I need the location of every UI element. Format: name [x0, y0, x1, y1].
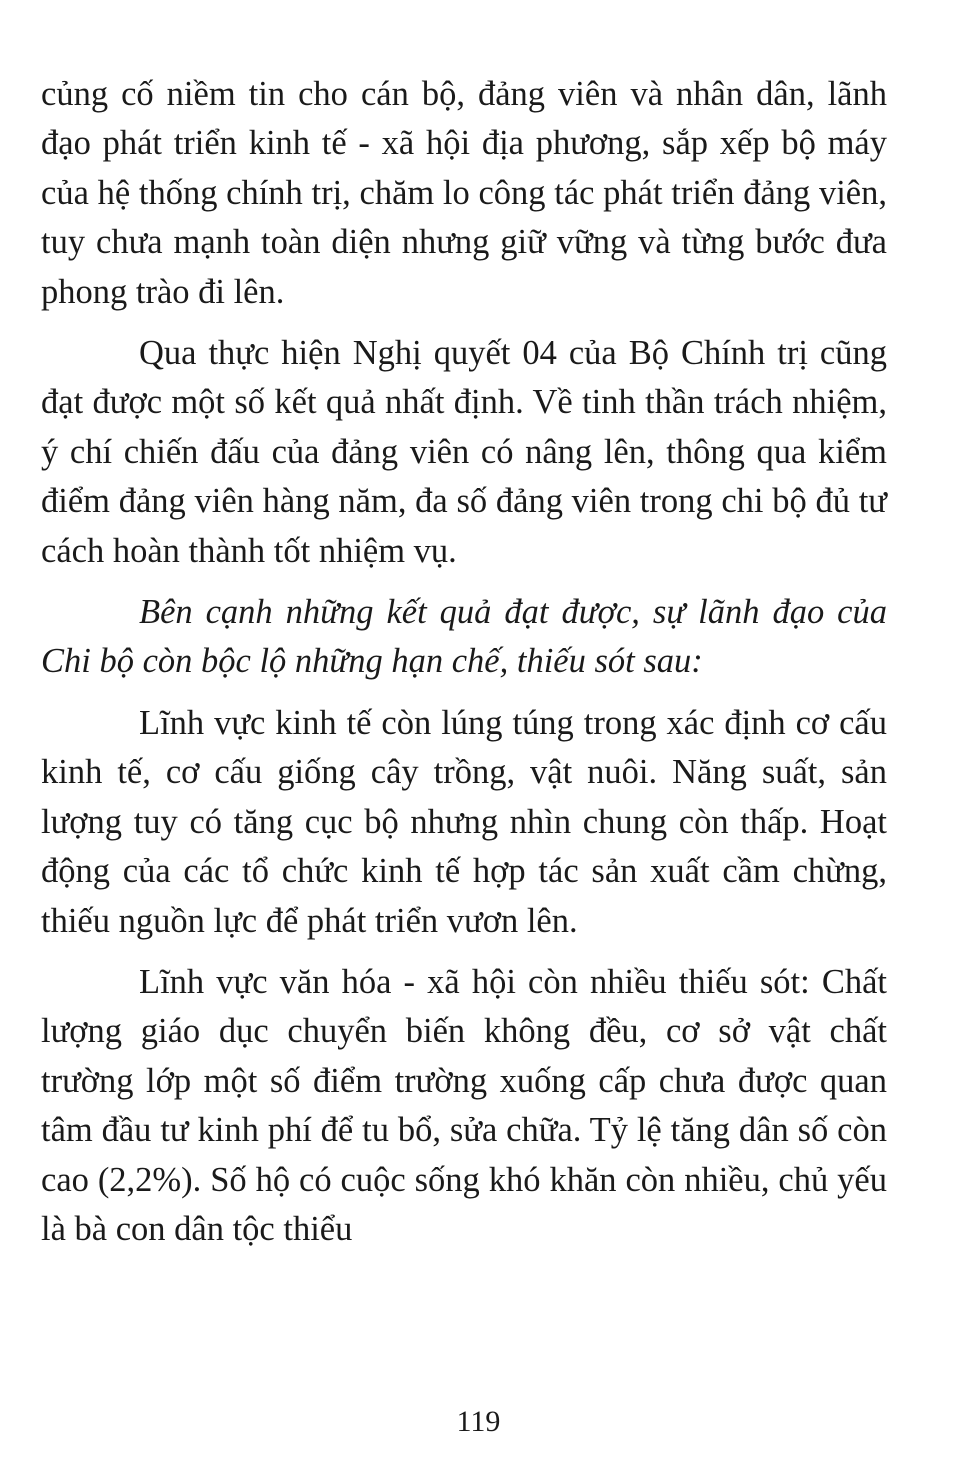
paragraph-continuation: củng cố niềm tin cho cán bộ, đảng viên và nhân dân, lãnh đạo phát triển kinh tế - xã hội địa phương, sắp xếp bộ máy của hệ thống chính trị, chăm lo công tác phát triển đảng viên, tuy chưa mạnh toàn diện nhưng giữ vững và từng bước đưa phong trào đi lên.	[41, 75, 887, 311]
body-text	[41, 70, 887, 1266]
paragraph-economy: Lĩnh vực kinh tế còn lúng túng trong xác định cơ cấu kinh tế, cơ cấu giống cây trồng, vật nuôi. Năng suất, sản lượng tuy có tăng cục bộ nhưng nhìn chung còn thấp. Hoạt động của các tổ chức kinh tế hợp tác sản xuất cầm chừng, thiếu nguồn lực để phát triển vươn lên.	[41, 703, 887, 940]
page-number: 119	[456, 1405, 501, 1438]
paragraph-culture-society: Lĩnh vực văn hóa - xã hội còn nhiều thiếu sót: Chất lượng giáo dục chuyển biến không đều, cơ sở vật chất trường lớp một số điểm trường xuống cấp chưa được quan tâm đầu tư kinh phí để tu bổ, sửa chữa. Tỷ lệ tăng dân số còn cao (2,2%). Số hộ có cuộc sống khó khăn còn nhiều, chủ yếu là bà con dân tộc thiểu	[41, 962, 887, 1248]
paragraph-resolution-results: Qua thực hiện Nghị quyết 04 của Bộ Chính trị cũng đạt được một số kết quả nhất định. Về tinh thần trách nhiệm, ý chí chiến đấu của đảng viên có nâng lên, thông qua kiểm điểm đảng viên hàng năm, đa số đảng viên trong chi bộ đủ tư cách hoàn thành tốt nhiệm vụ.	[41, 334, 887, 570]
paragraph-limitations-intro: Bên cạnh những kết quả đạt được, sự lãnh đạo của Chi bộ còn bộc lộ những hạn chế, thiếu sót sau:	[41, 593, 887, 681]
